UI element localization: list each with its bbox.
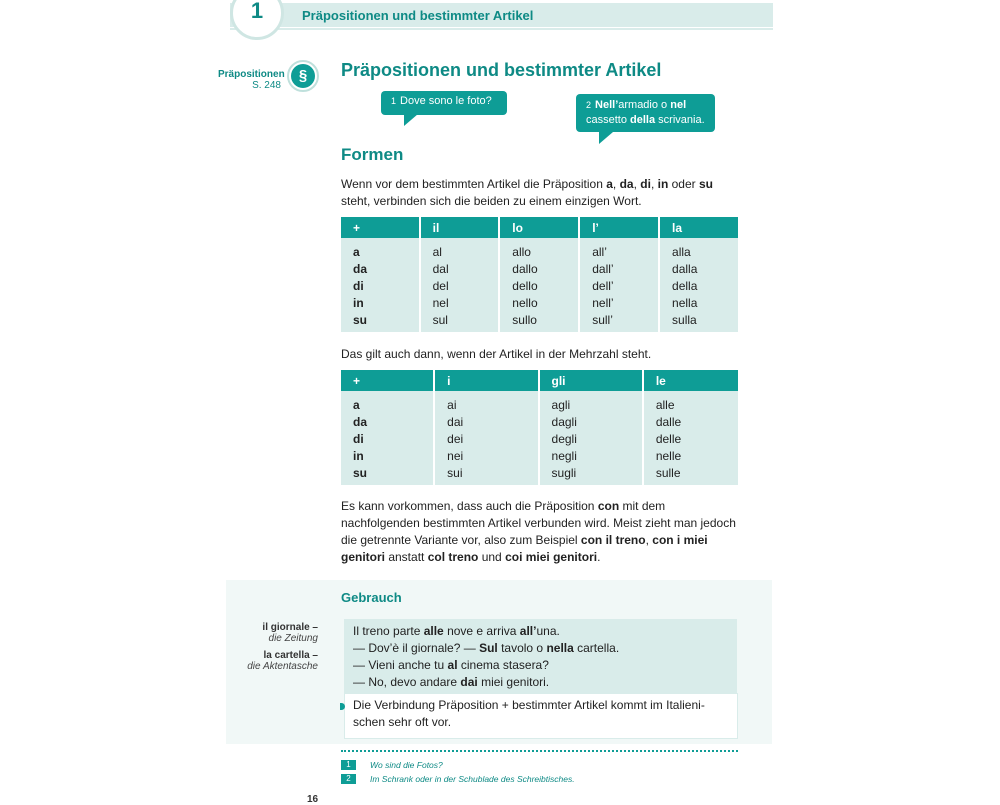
preposition-cell: di <box>341 431 434 448</box>
column-header: lo <box>499 217 579 238</box>
contraction-cell: nelle <box>643 448 738 465</box>
contraction-cell: sulle <box>643 465 738 485</box>
vocab-note <box>220 650 318 672</box>
contraction-cell: dall’ <box>579 261 659 278</box>
bubble-number: 2 <box>586 100 592 110</box>
example-sentence: — Vieni anche tu al cinema stasera? <box>353 658 549 672</box>
contraction-cell: nel <box>420 295 500 312</box>
preposition-cell: in <box>341 448 434 465</box>
running-header-title: Präpositionen und bestimmter Artikel <box>302 8 534 23</box>
section-sign-icon[interactable]: § <box>291 64 315 88</box>
preposition-cell: di <box>341 278 420 295</box>
column-header: il <box>420 217 500 238</box>
contraction-cell: dalle <box>643 414 738 431</box>
footnote-text: Wo sind die Fotos? <box>370 760 443 770</box>
preposition-cell: in <box>341 295 420 312</box>
table-row <box>341 448 738 465</box>
preposition-cell: su <box>341 312 420 332</box>
example-sentence: — Dov’è il giornale? — Sul tavolo o nella cartella. <box>353 641 620 655</box>
column-header: la <box>659 217 738 238</box>
speech-bubble-tail <box>404 114 418 126</box>
footnote-text: Im Schrank oder in der Schublade des Schreibtisches. <box>370 774 575 784</box>
contraction-cell: sugli <box>539 465 643 485</box>
table-row <box>341 295 738 312</box>
table-row <box>341 312 738 332</box>
vocab-term: la cartella – <box>263 650 318 661</box>
contraction-cell: sull’ <box>579 312 659 332</box>
contraction-cell: all’ <box>579 238 659 261</box>
table-row <box>341 414 738 431</box>
column-header: + <box>341 370 434 391</box>
column-header: le <box>643 370 738 391</box>
contraction-cell: sulla <box>659 312 738 332</box>
footnote-number: 2 <box>341 774 356 784</box>
contraction-cell: delle <box>643 431 738 448</box>
footnote-divider <box>341 750 738 752</box>
contraction-cell: dell’ <box>579 278 659 295</box>
contraction-cell: dallo <box>499 261 579 278</box>
contraction-cell: negli <box>539 448 643 465</box>
contraction-cell: alle <box>643 391 738 414</box>
page-title: Präpositionen und bestimmter Artikel <box>341 60 662 80</box>
contraction-cell: nello <box>499 295 579 312</box>
section-heading-gebrauch: Gebrauch <box>341 590 402 605</box>
reference-page: S. 248 <box>252 80 281 91</box>
header-divider <box>230 28 773 30</box>
table-row <box>341 391 738 414</box>
speech-bubble-1 <box>381 91 507 115</box>
rule-text: Die Verbindung Präposition + bestimmter Artikel kommt im Italienischen sehr oft vor. <box>353 698 705 729</box>
preposition-cell: a <box>341 238 420 261</box>
contraction-cell: ai <box>434 391 538 414</box>
preposition-cell: da <box>341 414 434 431</box>
table-row <box>341 278 738 295</box>
speech-bubble-2 <box>576 94 715 132</box>
bubble-text: Dove sono le foto? <box>400 95 492 107</box>
example-sentence: — No, devo andare dai miei genitori. <box>353 675 550 689</box>
formen-intro: Wenn vor dem bestimmten Artikel die Präposition a, da, di, in oder su steht, verbinden sich die beiden zu einem einzigen Wort. <box>341 177 713 208</box>
contraction-cell: nell’ <box>579 295 659 312</box>
contraction-cell: sui <box>434 465 538 485</box>
chapter-number: 1 <box>250 0 264 23</box>
contraction-cell: agli <box>539 391 643 414</box>
table-row <box>341 431 738 448</box>
table-row <box>341 465 738 485</box>
contraction-cell: nei <box>434 448 538 465</box>
contraction-cell: dalla <box>659 261 738 278</box>
contraction-cell: nella <box>659 295 738 312</box>
contraction-cell: sullo <box>499 312 579 332</box>
table-row <box>341 238 738 261</box>
column-header: gli <box>539 370 643 391</box>
footnote-number: 1 <box>341 760 356 770</box>
table-header-row <box>341 370 738 391</box>
page-number: 16 <box>307 794 319 805</box>
bubble-number: 1 <box>391 96 397 106</box>
example-sentence: Il treno parte alle nove e arriva all’una. <box>353 624 560 638</box>
contraction-cell: dal <box>420 261 500 278</box>
bubble-text: Nell’armadio o nel cassetto della scrivania. <box>586 99 705 126</box>
plural-contraction-table <box>341 370 738 485</box>
vocab-translation: die Aktentasche <box>247 661 318 672</box>
singular-contraction-table <box>341 217 738 332</box>
preposition-cell: a <box>341 391 434 414</box>
contraction-cell: dai <box>434 414 538 431</box>
vocab-term: il giornale – <box>262 622 318 633</box>
con-paragraph: Es kann vorkommen, dass auch die Präposition con mit dem nachfolgenden bestimmten Artikel verbunden wird. Meist zieht man jedoch die getrennte Variante vor, also zum Beispiel con il treno, con i miei genitori anstatt col treno und coi miei genitori. <box>341 499 736 564</box>
table-header-row <box>341 217 738 238</box>
table-row <box>341 261 738 278</box>
preposition-cell: da <box>341 261 420 278</box>
section-heading-formen: Formen <box>341 145 404 164</box>
plural-intro: Das gilt auch dann, wenn der Artikel in der Mehrzahl steht. <box>341 347 652 361</box>
contraction-cell: degli <box>539 431 643 448</box>
speech-bubble-tail <box>599 132 613 144</box>
column-header: i <box>434 370 538 391</box>
column-header: l’ <box>579 217 659 238</box>
contraction-cell: sul <box>420 312 500 332</box>
contraction-cell: dello <box>499 278 579 295</box>
contraction-cell: allo <box>499 238 579 261</box>
column-header: + <box>341 217 420 238</box>
vocab-note <box>220 622 318 644</box>
reference-label: Präpositionen <box>218 69 285 80</box>
vocab-translation: die Zeitung <box>268 633 318 644</box>
contraction-cell: dagli <box>539 414 643 431</box>
contraction-cell: al <box>420 238 500 261</box>
contraction-cell: della <box>659 278 738 295</box>
contraction-cell: del <box>420 278 500 295</box>
preposition-cell: su <box>341 465 434 485</box>
contraction-cell: alla <box>659 238 738 261</box>
contraction-cell: dei <box>434 431 538 448</box>
